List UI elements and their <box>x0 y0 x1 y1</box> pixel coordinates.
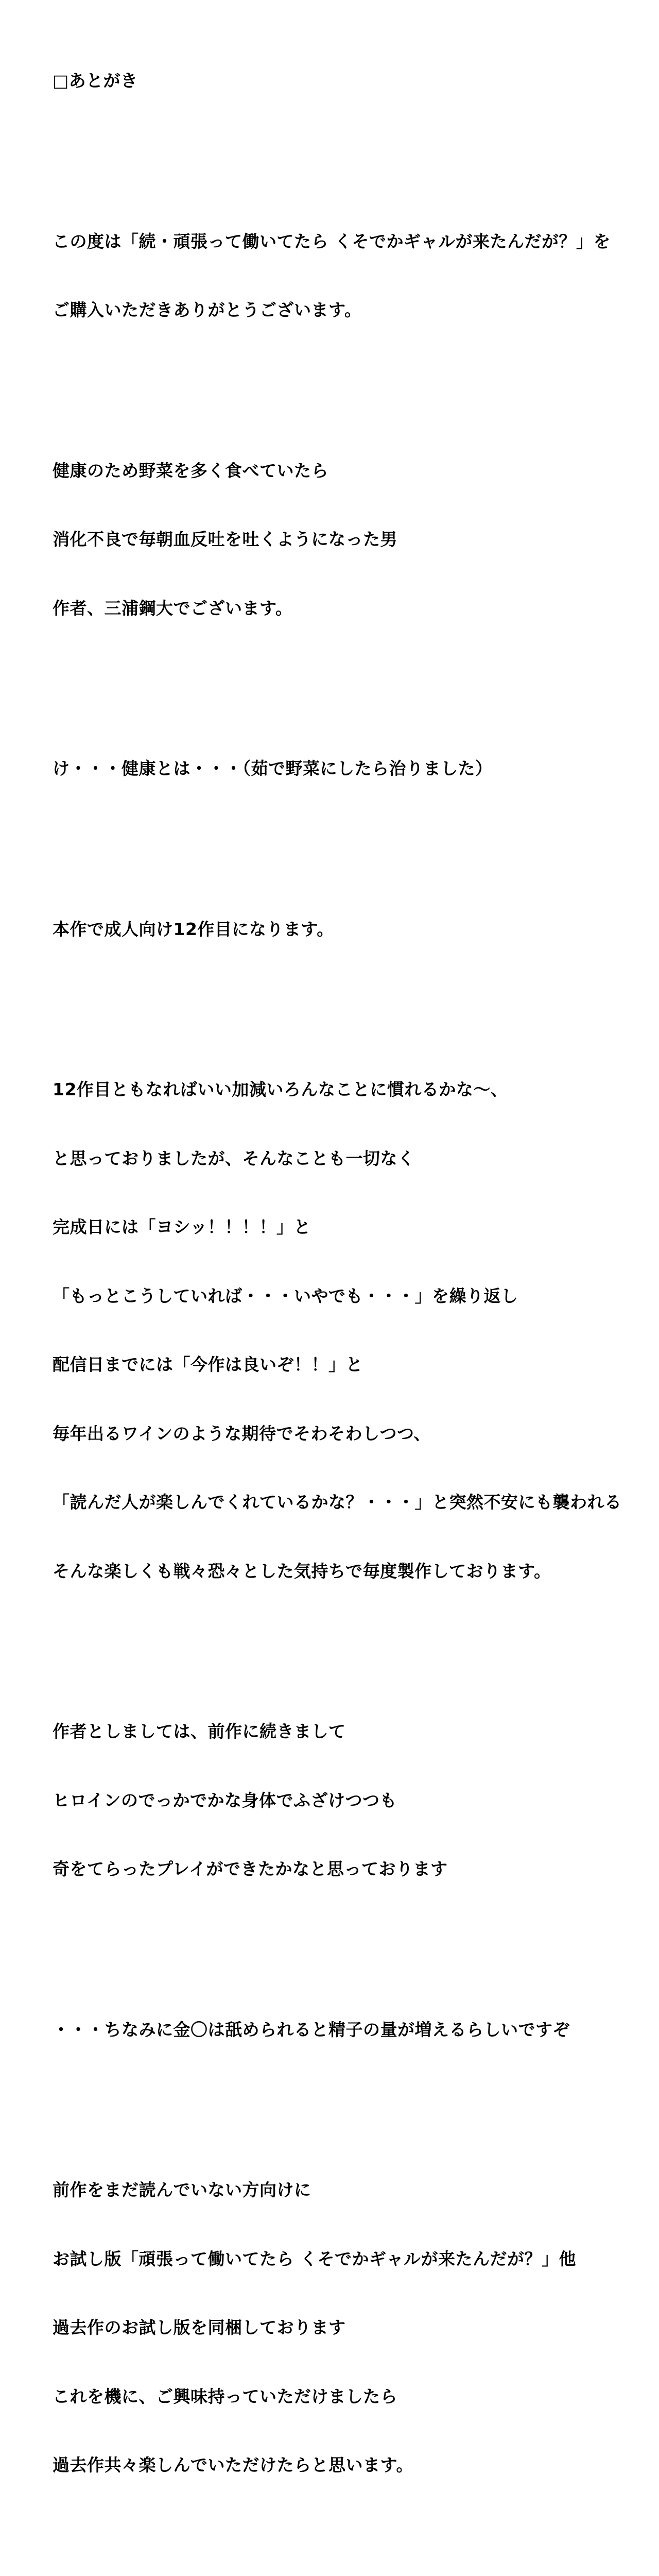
text-line: 前作をまだ読んでいない方向けに <box>53 2180 311 2200</box>
text-line: 過去作のお試し版を同梱しております <box>53 2317 346 2337</box>
text-line: 消化不良で毎朝血反吐を吐くようになった男 <box>53 529 397 549</box>
text-line: 12作目ともなればいい加減いろんなことに慣れるかな〜、 <box>53 1079 508 1099</box>
afterword-heading: □あとがき <box>53 71 138 91</box>
text-line: 作者としましては、前作に続きまして <box>53 1721 346 1741</box>
afterword-text <box>53 24 629 2576</box>
paragraph-gap <box>53 1629 629 1652</box>
text-line: 配信日までには「今作は良いぞ！！」と <box>53 1354 363 1375</box>
text-line: 健康のため野菜を多く食べていたら <box>53 460 328 481</box>
text-line: 毎年出るワインのような期待でそわそわしつつ、 <box>53 1423 431 1444</box>
text-line: お試し版「頑張って働いてたら くそでかギャルが来たんだが？」他 <box>53 2248 576 2269</box>
text-line: け・・・健康とは・・・（茹で野菜にしたら治りました） <box>53 758 493 778</box>
text-line: そんな楽しくも戦々恐々とした気持ちで毎度製作しております。 <box>53 1561 551 1581</box>
paragraph-gap <box>53 1927 629 1950</box>
paragraph-gap <box>53 2523 629 2546</box>
text-line: 本作で成人向け12作目になります。 <box>53 919 334 939</box>
paragraph-gap <box>53 2087 629 2110</box>
text-line: 奇をてらったプレイができたかなと思っております <box>53 1859 448 1879</box>
text-line: これを機に、ご興味持っていただけましたら <box>53 2386 397 2406</box>
text-line: ご購入いただきありがとうございます。 <box>53 300 362 320</box>
text-line: と思っておりましたが、そんなことも一切なく <box>53 1148 415 1168</box>
paragraph-gap <box>53 826 629 850</box>
text-line: 作者、三浦鋼大でございます。 <box>53 598 293 618</box>
paragraph-gap <box>53 368 629 391</box>
paragraph-gap <box>53 666 629 689</box>
text-line: 完成日には「ヨシッ！！！！」と <box>53 1217 311 1237</box>
text-line: ヒロインのでっかでかな身体でふざけつつも <box>53 1790 397 1810</box>
text-line: この度は「続・頑張って働いてたら くそでかギャルが来たんだが？」を <box>53 231 611 251</box>
text-line: 「もっとこうしていれば・・・いやでも・・・」を繰り返し <box>53 1285 518 1306</box>
text-line: 過去作共々楽しんでいただけたらと思います。 <box>53 2455 413 2475</box>
text-line: 「読んだ人が楽しんでくれているかな？・・・」と突然不安にも襲われる <box>53 1492 622 1512</box>
text-line: ・・・ちなみに金〇は舐められると精子の量が増えるらしいですぞ <box>53 2019 570 2040</box>
paragraph-gap <box>53 987 629 1010</box>
paragraph-gap <box>53 139 629 162</box>
